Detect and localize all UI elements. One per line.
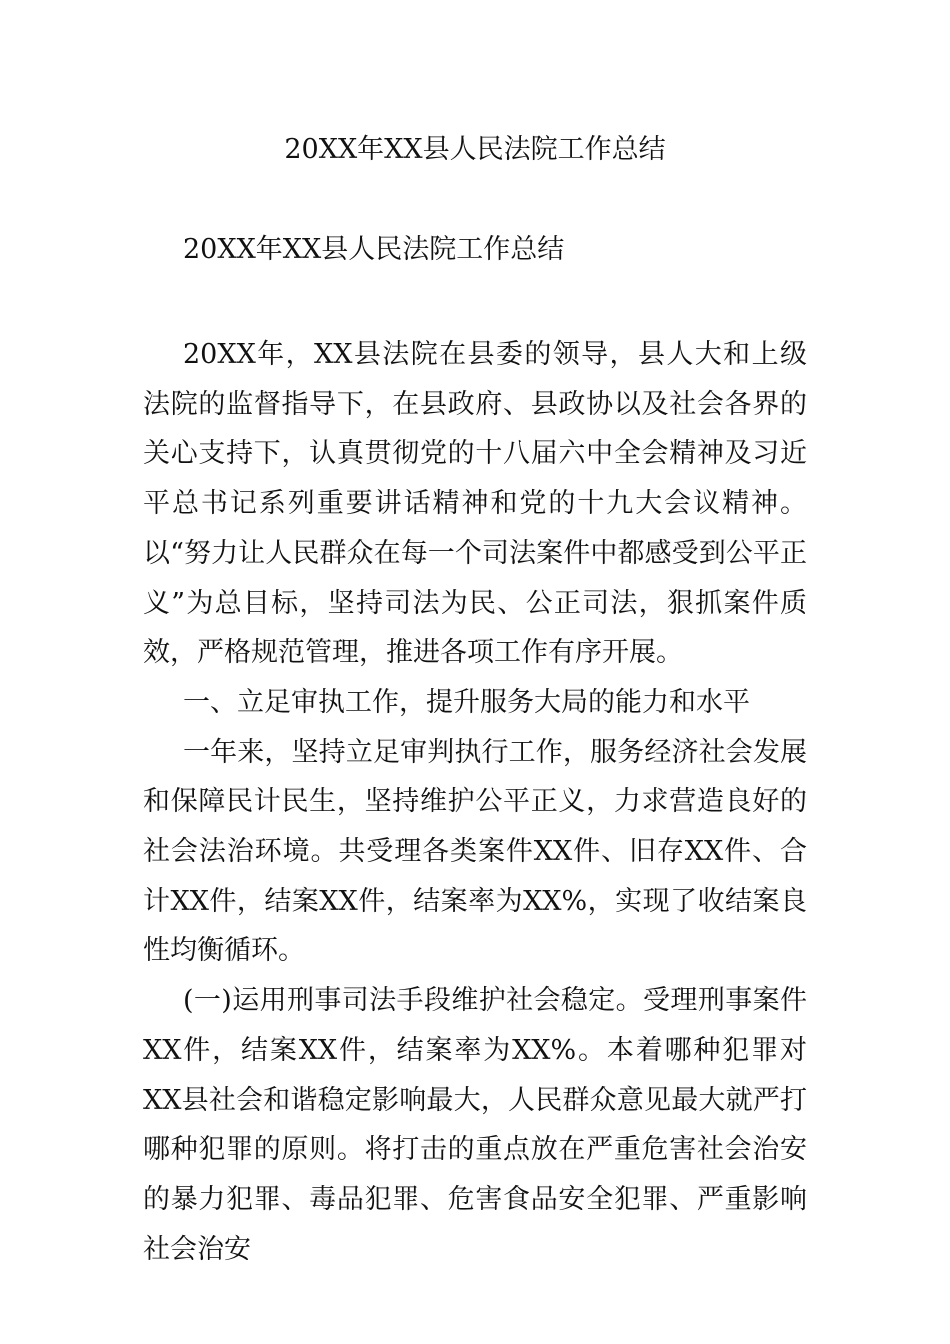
section-heading-1: 一、立足审执工作，提升服务大局的能力和水平: [183, 686, 750, 718]
paragraph-intro: 20XX年，XX县法院在县委的领导，县人大和上级法院的监督指导下，在县政府、县政协以及社会各界的关心支持下，认真贯彻党的十八届六中全会精神及习近平总书记系列重要讲话精神和党的十九大会议精神。以“努力让人民群众在每一个司法案件中都感受到公平正义”为总目标，坚持司法为民、公正司法，狠抓案件质效，严格规范管理，推进各项工作有序开展。: [143, 339, 807, 669]
document-body: [143, 330, 807, 1274]
document-title: 20XX年XX县人民法院工作总结: [284, 134, 666, 165]
document-subtitle: 20XX年XX县人民法院工作总结: [183, 234, 565, 265]
paragraph-criminal: (一)运用刑事司法手段维护社会稳定。受理刑事案件XX件，结案XX件，结案率为XX%。本着哪种犯罪对XX县社会和谐稳定影响最大，人民群众意见最大就严打哪种犯罪的原则。将打击的重点放在严重危害社会治安的暴力犯罪、毒品犯罪、危害食品安全犯罪、严重影响社会治安: [143, 985, 807, 1265]
paragraph-section-1: 一年来，坚持立足审判执行工作，服务经济社会发展和保障民计民生，坚持维护公平正义，力求营造良好的社会法治环境。共受理各类案件XX件、旧存XX件、合计XX件，结案XX件，结案率为XX%，实现了收结案良性均衡循环。: [143, 736, 807, 967]
